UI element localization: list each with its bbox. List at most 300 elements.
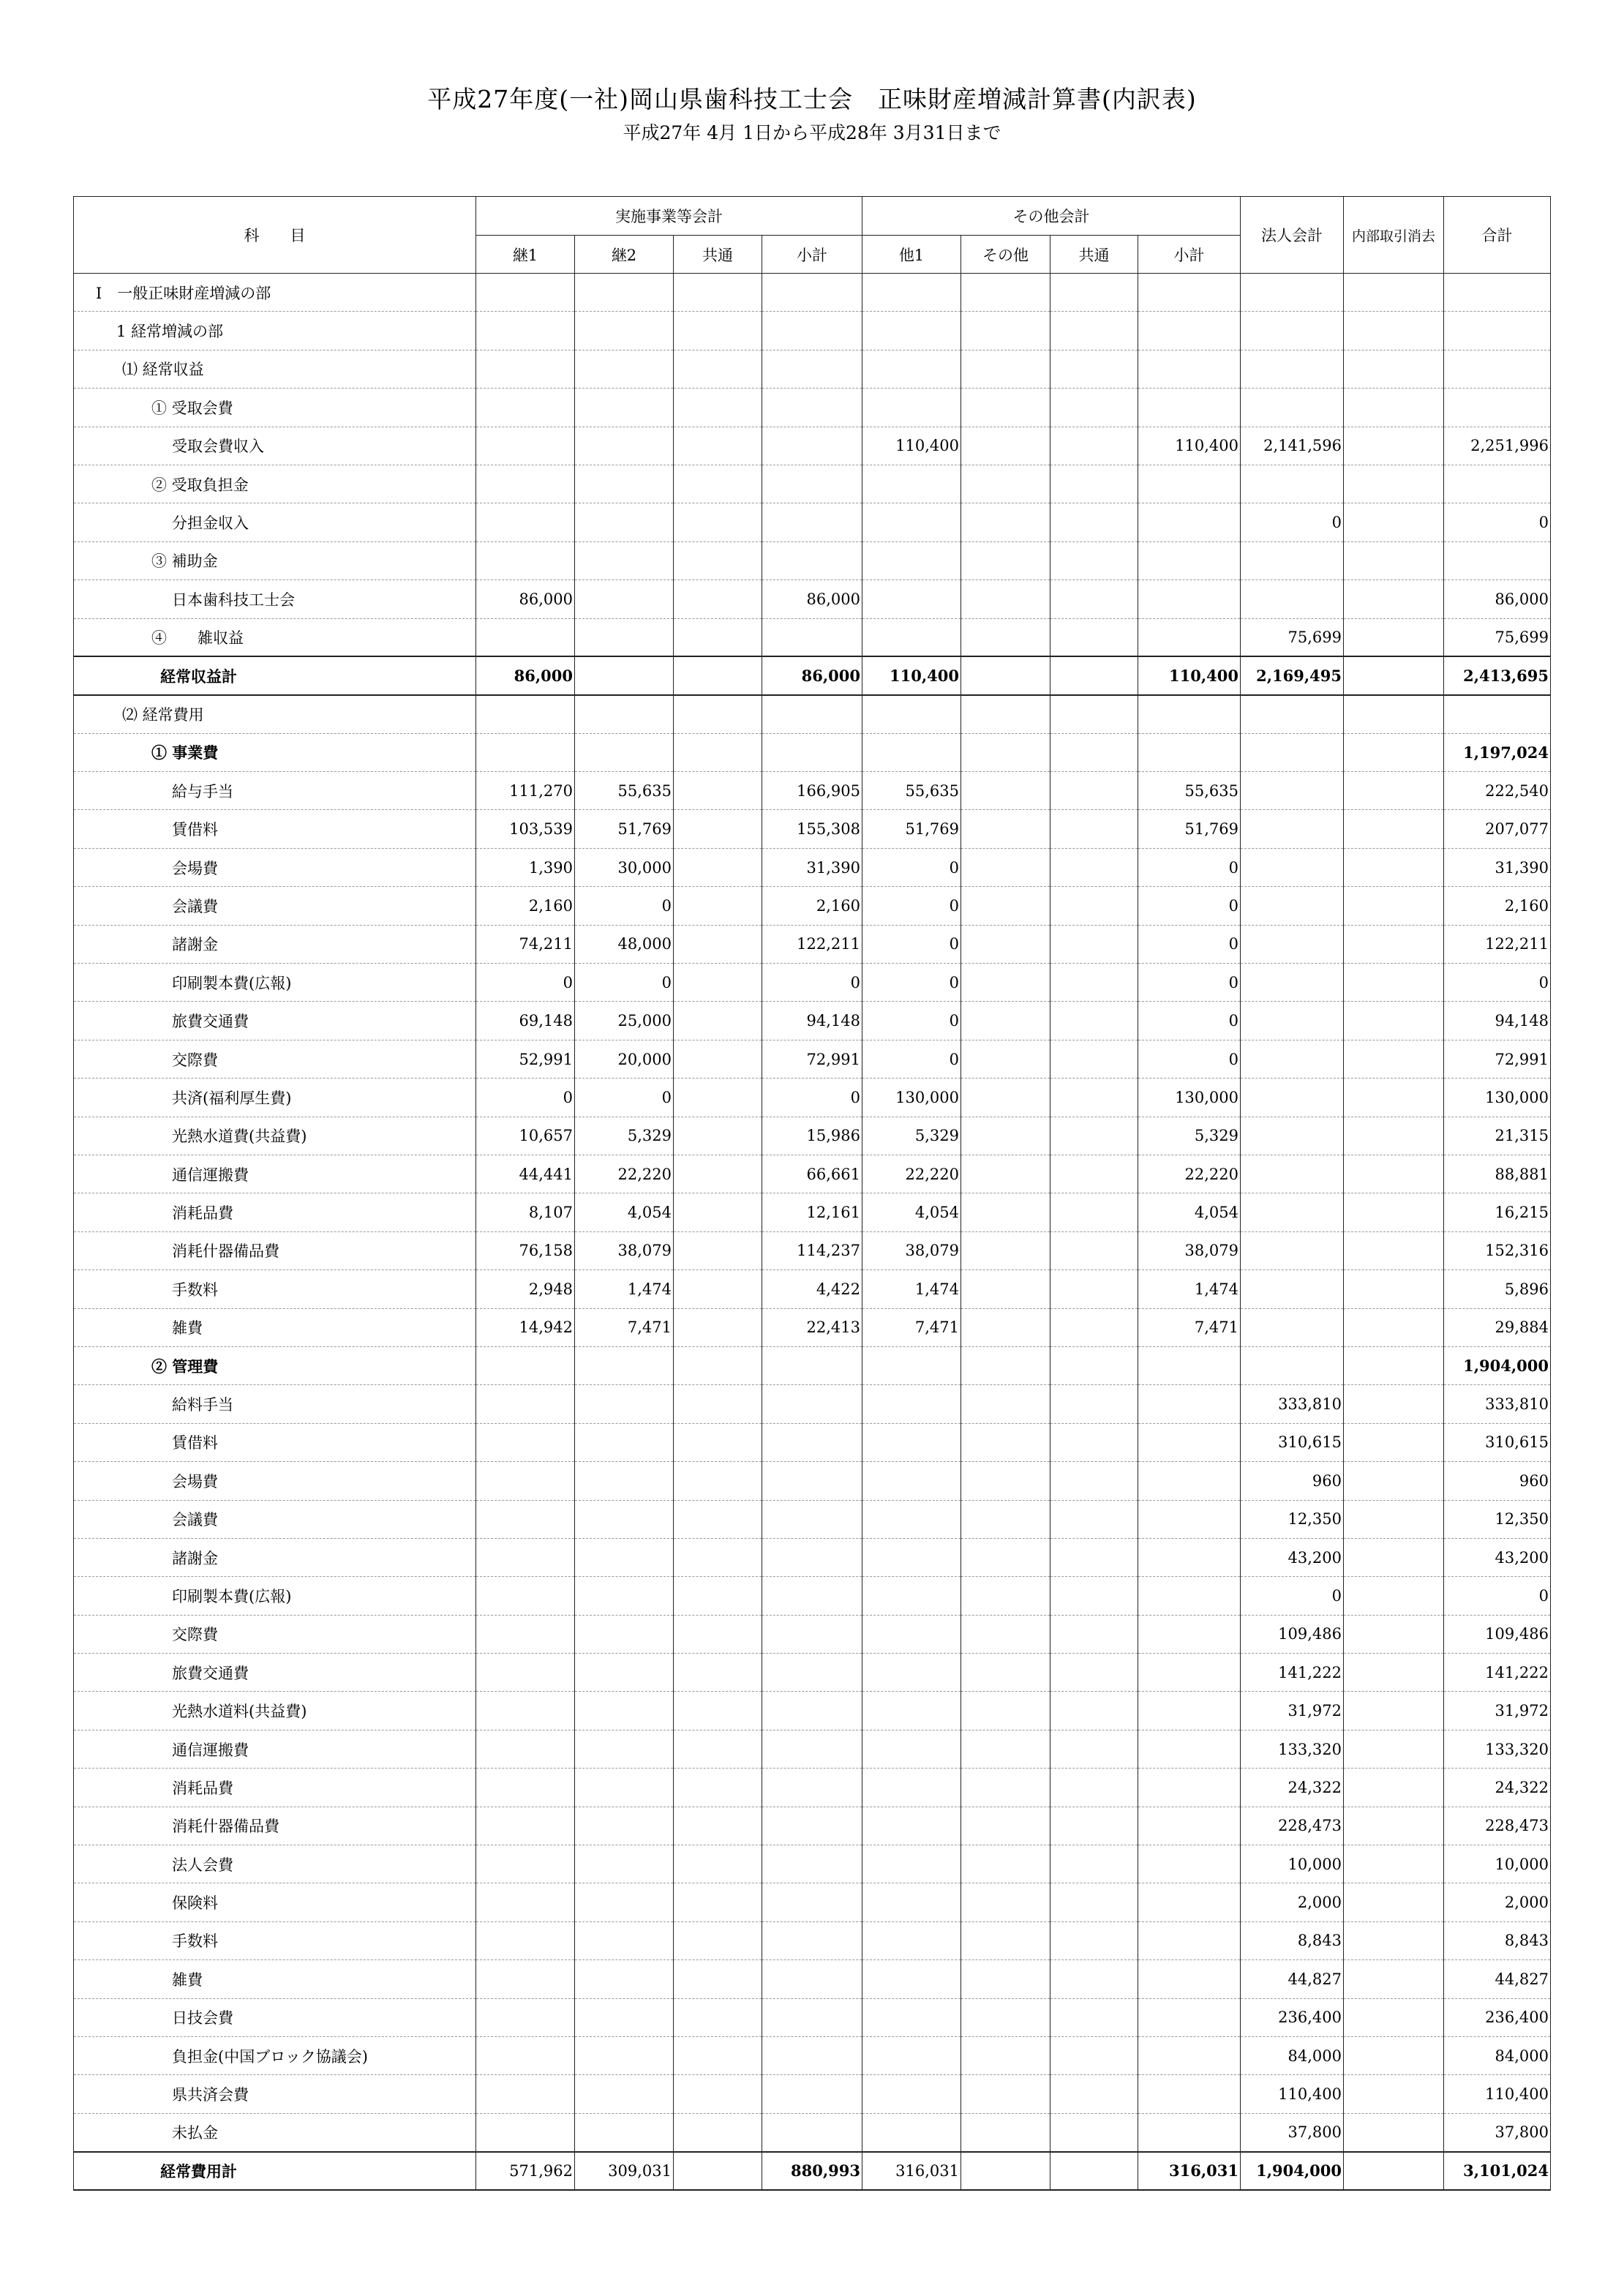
cell-kyotsu2	[1050, 2113, 1138, 2151]
cell-kyotsu1	[674, 503, 762, 541]
table-header	[74, 197, 1551, 274]
cell-kei2	[575, 1615, 674, 1653]
cell-shokei1	[762, 1538, 862, 1576]
cell-naibu	[1344, 2075, 1444, 2113]
cell-kyotsu2	[1050, 1462, 1138, 1500]
cell-shokei2	[1138, 1615, 1241, 1653]
cell-shokei2	[1138, 389, 1241, 427]
cell-hojin	[1241, 541, 1344, 580]
cell-shokei2	[1138, 465, 1241, 503]
row-label: 経常収益計	[74, 656, 476, 694]
cell-sonota	[961, 1577, 1050, 1615]
cell-kei2: 38,079	[575, 1231, 674, 1269]
table-row	[74, 427, 1551, 465]
cell-shokei1: 155,308	[762, 810, 862, 848]
table-row	[74, 1385, 1551, 1423]
cell-kyotsu1	[674, 274, 762, 312]
cell-kei2	[575, 1960, 674, 1998]
cell-shokei1	[762, 1346, 862, 1384]
cell-shokei1: 166,905	[762, 772, 862, 810]
cell-gokei: 16,215	[1444, 1193, 1551, 1231]
cell-sonota	[961, 427, 1050, 465]
cell-shokei1: 72,991	[762, 1040, 862, 1078]
cell-kei1	[476, 312, 575, 350]
cell-kei1: 103,539	[476, 810, 575, 848]
cell-kyotsu1	[674, 1462, 762, 1500]
cell-hojin: 24,322	[1241, 1769, 1344, 1807]
cell-kei1	[476, 274, 575, 312]
cell-kei1	[476, 733, 575, 771]
cell-naibu	[1344, 1155, 1444, 1193]
cell-sonota	[961, 1270, 1050, 1308]
cell-gokei: 31,390	[1444, 848, 1551, 886]
cell-hojin: 110,400	[1241, 2075, 1344, 2113]
cell-ta1: 1,474	[862, 1270, 961, 1308]
cell-shokei1: 4,422	[762, 1270, 862, 1308]
cell-sonota	[961, 1730, 1050, 1768]
cell-sonota	[961, 695, 1050, 733]
cell-naibu	[1344, 312, 1444, 350]
cell-kei2	[575, 274, 674, 312]
cell-gokei: 12,350	[1444, 1500, 1551, 1538]
table-row	[74, 656, 1551, 694]
cell-ta1: 0	[862, 1040, 961, 1078]
cell-kyotsu1	[674, 1960, 762, 1998]
cell-hojin: 12,350	[1241, 1500, 1344, 1538]
cell-naibu	[1344, 1462, 1444, 1500]
cell-kyotsu2	[1050, 1577, 1138, 1615]
cell-kyotsu2	[1050, 1346, 1138, 1384]
cell-ta1: 22,220	[862, 1155, 961, 1193]
cell-sonota	[961, 1500, 1050, 1538]
cell-gokei: 310,615	[1444, 1423, 1551, 1461]
cell-hojin: 236,400	[1241, 1998, 1344, 2036]
cell-kei1: 14,942	[476, 1308, 575, 1346]
cell-shokei1	[762, 1769, 862, 1807]
cell-kyotsu2	[1050, 1998, 1138, 2036]
cell-kei2	[575, 1883, 674, 1921]
header-hojin: 法人会計	[1241, 197, 1344, 274]
cell-gokei: 31,972	[1444, 1692, 1551, 1730]
cell-kei2	[575, 733, 674, 771]
cell-kyotsu1	[674, 1883, 762, 1921]
cell-naibu	[1344, 1845, 1444, 1883]
cell-kyotsu2	[1050, 1845, 1138, 1883]
cell-shokei1: 31,390	[762, 848, 862, 886]
table-row	[74, 541, 1551, 580]
cell-kyotsu2	[1050, 964, 1138, 1002]
cell-shokei2	[1138, 274, 1241, 312]
cell-kei2: 0	[575, 1079, 674, 1117]
cell-naibu	[1344, 1231, 1444, 1269]
cell-kyotsu1	[674, 1500, 762, 1538]
cell-hojin: 109,486	[1241, 1615, 1344, 1653]
cell-kei1	[476, 2113, 575, 2151]
cell-naibu	[1344, 1500, 1444, 1538]
cell-gokei: 333,810	[1444, 1385, 1551, 1423]
table-row	[74, 1155, 1551, 1193]
cell-kyotsu2	[1050, 848, 1138, 886]
cell-naibu	[1344, 1883, 1444, 1921]
cell-kyotsu1	[674, 465, 762, 503]
cell-kei2	[575, 1998, 674, 2036]
financial-statement-table	[73, 196, 1551, 2191]
cell-ta1	[862, 733, 961, 771]
cell-kei2	[575, 656, 674, 694]
cell-kyotsu1	[674, 1079, 762, 1117]
cell-kyotsu1	[674, 1193, 762, 1231]
table-body	[74, 274, 1551, 2191]
cell-shokei1	[762, 1960, 862, 1998]
cell-kei2	[575, 1654, 674, 1692]
cell-gokei: 152,316	[1444, 1231, 1551, 1269]
cell-hojin	[1241, 389, 1344, 427]
cell-naibu	[1344, 772, 1444, 810]
cell-kei2: 51,769	[575, 810, 674, 848]
cell-kei1: 76,158	[476, 1231, 575, 1269]
cell-shokei1	[762, 1615, 862, 1653]
cell-kyotsu2	[1050, 772, 1138, 810]
cell-gokei	[1444, 541, 1551, 580]
cell-shokei2: 4,054	[1138, 1193, 1241, 1231]
cell-gokei: 2,413,695	[1444, 656, 1551, 694]
row-label: 1 経常増減の部	[74, 312, 476, 350]
cell-kyotsu2	[1050, 2075, 1138, 2113]
cell-naibu	[1344, 733, 1444, 771]
cell-shokei2	[1138, 618, 1241, 656]
cell-shokei1	[762, 1883, 862, 1921]
cell-kyotsu2	[1050, 1807, 1138, 1845]
cell-kyotsu1	[674, 656, 762, 694]
cell-gokei: 0	[1444, 1577, 1551, 1615]
table-row	[74, 1615, 1551, 1653]
cell-kyotsu1	[674, 1730, 762, 1768]
cell-sonota	[961, 772, 1050, 810]
cell-kei2	[575, 1385, 674, 1423]
cell-hojin	[1241, 887, 1344, 925]
cell-shokei2	[1138, 541, 1241, 580]
table-row	[74, 772, 1551, 810]
cell-kyotsu2	[1050, 503, 1138, 541]
cell-ta1	[862, 1423, 961, 1461]
cell-kyotsu1	[674, 427, 762, 465]
table-row	[74, 887, 1551, 925]
row-label: ④ 雑収益	[74, 618, 476, 656]
cell-kyotsu2	[1050, 1538, 1138, 1576]
cell-shokei1	[762, 1654, 862, 1692]
cell-naibu	[1344, 465, 1444, 503]
cell-ta1	[862, 350, 961, 388]
cell-gokei: 5,896	[1444, 1270, 1551, 1308]
cell-hojin: 333,810	[1241, 1385, 1344, 1423]
cell-gokei: 37,800	[1444, 2113, 1551, 2151]
cell-kyotsu1	[674, 350, 762, 388]
cell-gokei: 960	[1444, 1462, 1551, 1500]
cell-sonota	[961, 1462, 1050, 1500]
cell-hojin	[1241, 465, 1344, 503]
cell-ta1	[862, 1692, 961, 1730]
cell-kei2	[575, 1692, 674, 1730]
cell-gokei: 3,101,024	[1444, 2152, 1551, 2190]
cell-hojin	[1241, 1117, 1344, 1155]
cell-gokei: 75,699	[1444, 618, 1551, 656]
cell-hojin	[1241, 695, 1344, 733]
cell-kei1	[476, 541, 575, 580]
cell-kyotsu1	[674, 541, 762, 580]
cell-kei2	[575, 2113, 674, 2151]
cell-gokei: 2,000	[1444, 1883, 1551, 1921]
table-row	[74, 350, 1551, 388]
cell-hojin	[1241, 312, 1344, 350]
table-row	[74, 1921, 1551, 1959]
cell-sonota	[961, 1423, 1050, 1461]
cell-sonota	[961, 1002, 1050, 1040]
cell-kei1	[476, 1346, 575, 1384]
cell-kei1	[476, 1385, 575, 1423]
cell-naibu	[1344, 964, 1444, 1002]
document-title: 平成27年度(一社)岡山県歯科技工士会 正味財産増減計算書(内訳表)	[427, 85, 1197, 113]
cell-kei2	[575, 1538, 674, 1576]
cell-ta1: 130,000	[862, 1079, 961, 1117]
cell-gokei: 2,251,996	[1444, 427, 1551, 465]
row-label: 消耗品費	[74, 1193, 476, 1231]
cell-sonota	[961, 389, 1050, 427]
cell-shokei2	[1138, 580, 1241, 618]
cell-kyotsu1	[674, 810, 762, 848]
cell-kei1	[476, 695, 575, 733]
header-col-ta1: 他1	[862, 236, 961, 274]
cell-gokei: 84,000	[1444, 2036, 1551, 2074]
cell-shokei2: 7,471	[1138, 1308, 1241, 1346]
header-group-jisshi: 実施事業等会計	[476, 197, 862, 236]
cell-naibu	[1344, 1385, 1444, 1423]
cell-shokei2	[1138, 350, 1241, 388]
cell-sonota	[961, 2075, 1050, 2113]
cell-shokei2	[1138, 1462, 1241, 1500]
cell-kyotsu1	[674, 1845, 762, 1883]
cell-sonota	[961, 350, 1050, 388]
cell-shokei1: 12,161	[762, 1193, 862, 1231]
cell-shokei1	[762, 2075, 862, 2113]
cell-shokei1: 94,148	[762, 1002, 862, 1040]
cell-kei2: 7,471	[575, 1308, 674, 1346]
cell-ta1: 0	[862, 964, 961, 1002]
table-row	[74, 1692, 1551, 1730]
cell-sonota	[961, 541, 1050, 580]
cell-shokei2	[1138, 2113, 1241, 2151]
table-row	[74, 503, 1551, 541]
cell-hojin	[1241, 1193, 1344, 1231]
cell-kei2	[575, 1807, 674, 1845]
cell-gokei: 86,000	[1444, 580, 1551, 618]
cell-ta1	[862, 274, 961, 312]
cell-sonota	[961, 1231, 1050, 1269]
cell-gokei: 110,400	[1444, 2075, 1551, 2113]
row-label: 雑費	[74, 1960, 476, 1998]
cell-kei1	[476, 1500, 575, 1538]
row-label: 交際費	[74, 1615, 476, 1653]
cell-ta1	[862, 389, 961, 427]
cell-sonota	[961, 1308, 1050, 1346]
cell-kyotsu2	[1050, 1615, 1138, 1653]
cell-shokei1	[762, 503, 862, 541]
cell-sonota	[961, 733, 1050, 771]
cell-shokei2	[1138, 1577, 1241, 1615]
cell-gokei: 222,540	[1444, 772, 1551, 810]
cell-kyotsu2	[1050, 1385, 1138, 1423]
cell-sonota	[961, 2113, 1050, 2151]
cell-kei2	[575, 1730, 674, 1768]
cell-gokei: 141,222	[1444, 1654, 1551, 1692]
cell-shokei1: 22,413	[762, 1308, 862, 1346]
cell-kyotsu2	[1050, 1002, 1138, 1040]
cell-shokei2: 316,031	[1138, 2152, 1241, 2190]
cell-shokei2: 51,769	[1138, 810, 1241, 848]
row-label: 会議費	[74, 887, 476, 925]
cell-kei2	[575, 2075, 674, 2113]
cell-kyotsu2	[1050, 541, 1138, 580]
cell-kei1	[476, 1960, 575, 1998]
cell-gokei: 72,991	[1444, 1040, 1551, 1078]
row-label: 受取会費収入	[74, 427, 476, 465]
cell-naibu	[1344, 1615, 1444, 1653]
cell-hojin: 37,800	[1241, 2113, 1344, 2151]
cell-shokei1	[762, 2113, 862, 2151]
cell-shokei2: 130,000	[1138, 1079, 1241, 1117]
header-col-kyotsu2: 共通	[1050, 236, 1138, 274]
cell-kei2	[575, 1346, 674, 1384]
cell-kei2	[575, 389, 674, 427]
cell-kyotsu2	[1050, 350, 1138, 388]
row-label: 負担金(中国ブロック協議会)	[74, 2036, 476, 2074]
row-label: 給与手当	[74, 772, 476, 810]
cell-kyotsu2	[1050, 1423, 1138, 1461]
table-row	[74, 618, 1551, 656]
cell-hojin: 75,699	[1241, 618, 1344, 656]
cell-ta1: 38,079	[862, 1231, 961, 1269]
table-row	[74, 1423, 1551, 1461]
cell-hojin	[1241, 925, 1344, 963]
cell-naibu	[1344, 1079, 1444, 1117]
cell-naibu	[1344, 925, 1444, 963]
row-label: 未払金	[74, 2113, 476, 2151]
cell-hojin	[1241, 964, 1344, 1002]
header-col-kei2: 継2	[575, 236, 674, 274]
cell-shokei1	[762, 695, 862, 733]
row-label: 消耗品費	[74, 1769, 476, 1807]
cell-shokei1: 86,000	[762, 580, 862, 618]
cell-gokei: 88,881	[1444, 1155, 1551, 1193]
cell-ta1	[862, 1462, 961, 1500]
cell-sonota	[961, 1117, 1050, 1155]
row-label: Ⅰ 一般正味財産増減の部	[74, 274, 476, 312]
cell-naibu	[1344, 274, 1444, 312]
cell-kyotsu2	[1050, 389, 1138, 427]
cell-kyotsu1	[674, 389, 762, 427]
table-row	[74, 1845, 1551, 1883]
cell-hojin: 8,843	[1241, 1921, 1344, 1959]
cell-kei1	[476, 1615, 575, 1653]
cell-gokei: 29,884	[1444, 1308, 1551, 1346]
row-label: ① 受取会費	[74, 389, 476, 427]
row-label: 消耗什器備品費	[74, 1231, 476, 1269]
cell-ta1	[862, 695, 961, 733]
cell-kyotsu2	[1050, 1079, 1138, 1117]
cell-ta1: 110,400	[862, 427, 961, 465]
cell-ta1: 55,635	[862, 772, 961, 810]
row-label: 通信運搬費	[74, 1155, 476, 1193]
cell-kei1	[476, 1845, 575, 1883]
cell-kyotsu2	[1050, 810, 1138, 848]
cell-naibu	[1344, 1193, 1444, 1231]
row-label: 賃借料	[74, 810, 476, 848]
cell-shokei2: 0	[1138, 964, 1241, 1002]
cell-kei1: 2,948	[476, 1270, 575, 1308]
cell-shokei1: 880,993	[762, 2152, 862, 2190]
cell-naibu	[1344, 810, 1444, 848]
cell-gokei: 122,211	[1444, 925, 1551, 963]
cell-kyotsu2	[1050, 1921, 1138, 1959]
cell-kyotsu1	[674, 1692, 762, 1730]
cell-sonota	[961, 580, 1050, 618]
cell-shokei1	[762, 2036, 862, 2074]
cell-kei1: 86,000	[476, 580, 575, 618]
cell-kyotsu1	[674, 312, 762, 350]
cell-ta1	[862, 541, 961, 580]
table-row	[74, 1346, 1551, 1384]
cell-shokei1	[762, 1500, 862, 1538]
cell-naibu	[1344, 1692, 1444, 1730]
cell-hojin: 141,222	[1241, 1654, 1344, 1692]
cell-shokei1: 122,211	[762, 925, 862, 963]
table-row	[74, 1538, 1551, 1576]
cell-kyotsu1	[674, 1615, 762, 1653]
cell-sonota	[961, 1883, 1050, 1921]
cell-ta1	[862, 2075, 961, 2113]
cell-shokei1	[762, 541, 862, 580]
header-naibu: 内部取引消去	[1344, 197, 1444, 274]
table-row	[74, 1079, 1551, 1117]
cell-hojin: 10,000	[1241, 1845, 1344, 1883]
table-row	[74, 312, 1551, 350]
cell-shokei2: 38,079	[1138, 1231, 1241, 1269]
cell-shokei1	[762, 350, 862, 388]
cell-kei2: 48,000	[575, 925, 674, 963]
table-row	[74, 1883, 1551, 1921]
cell-kei2: 55,635	[575, 772, 674, 810]
cell-hojin	[1241, 274, 1344, 312]
cell-shokei1: 114,237	[762, 1231, 862, 1269]
cell-kyotsu1	[674, 733, 762, 771]
table-row	[74, 274, 1551, 312]
table-row	[74, 1117, 1551, 1155]
table-row	[74, 2036, 1551, 2074]
table-row	[74, 1654, 1551, 1692]
cell-shokei1	[762, 1921, 862, 1959]
cell-ta1	[862, 1807, 961, 1845]
cell-kyotsu2	[1050, 695, 1138, 733]
header-col-shokei1: 小計	[762, 236, 862, 274]
cell-ta1	[862, 580, 961, 618]
cell-shokei1	[762, 1423, 862, 1461]
cell-hojin: 0	[1241, 503, 1344, 541]
header-item: 科 目	[74, 197, 476, 274]
cell-kyotsu1	[674, 580, 762, 618]
row-label: ② 管理費	[74, 1346, 476, 1384]
cell-sonota	[961, 1193, 1050, 1231]
cell-kei1	[476, 1921, 575, 1959]
cell-shokei2	[1138, 1692, 1241, 1730]
